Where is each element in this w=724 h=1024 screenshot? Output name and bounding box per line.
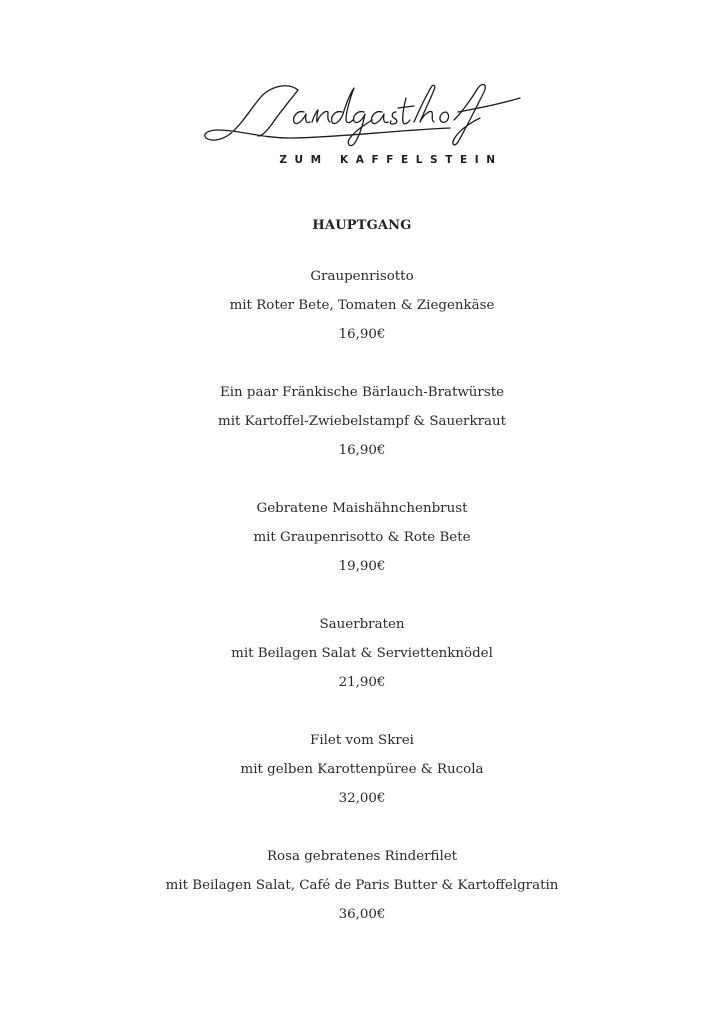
dish-price: 16,90€ [338, 327, 386, 342]
dish-name: Rosa gebratenes Rinderfilet [266, 849, 458, 864]
dish-description: mit Beilagen Salat, Café de Paris Butter & Kartoffelgratin [165, 878, 559, 893]
dish-price: 36,00€ [338, 907, 386, 922]
menu-item [0, 494, 724, 581]
dish-name: Filet vom Skrei [310, 733, 414, 748]
dish-description: mit Graupenrisotto & Rote Bete [253, 530, 471, 545]
menu-item [0, 842, 724, 929]
dish-description: mit Beilagen Salat & Serviettenknödel [231, 646, 493, 661]
dish-name: Gebratene Maishähnchenbrust [256, 501, 468, 516]
dish-description: mit gelben Karottenpüree & Rucola [240, 762, 484, 777]
dish-name: Sauerbraten [319, 617, 405, 632]
dish-description: mit Roter Bete, Tomaten & Ziegenkäse [229, 298, 495, 313]
menu-item [0, 262, 724, 349]
dish-name: Graupenrisotto [310, 269, 414, 284]
restaurant-logo [200, 72, 530, 172]
menu-item [0, 378, 724, 465]
menu-item [0, 610, 724, 697]
dish-price: 21,90€ [338, 675, 386, 690]
dish-name: Ein paar Fränkische Bärlauch-Bratwürste [219, 385, 505, 400]
dish-description: mit Kartoffel-Zwiebelstampf & Sauerkraut [218, 414, 506, 429]
dish-price: 16,90€ [338, 443, 386, 458]
menu-item [0, 726, 724, 813]
dish-price: 19,90€ [338, 559, 386, 574]
menu-list [0, 262, 724, 958]
dish-price: 32,00€ [338, 791, 386, 806]
logo-script-signature [200, 72, 530, 152]
logo-subtitle: ZUM KAFFELSTEIN [279, 154, 503, 166]
section-title: HAUPTGANG [312, 218, 412, 233]
